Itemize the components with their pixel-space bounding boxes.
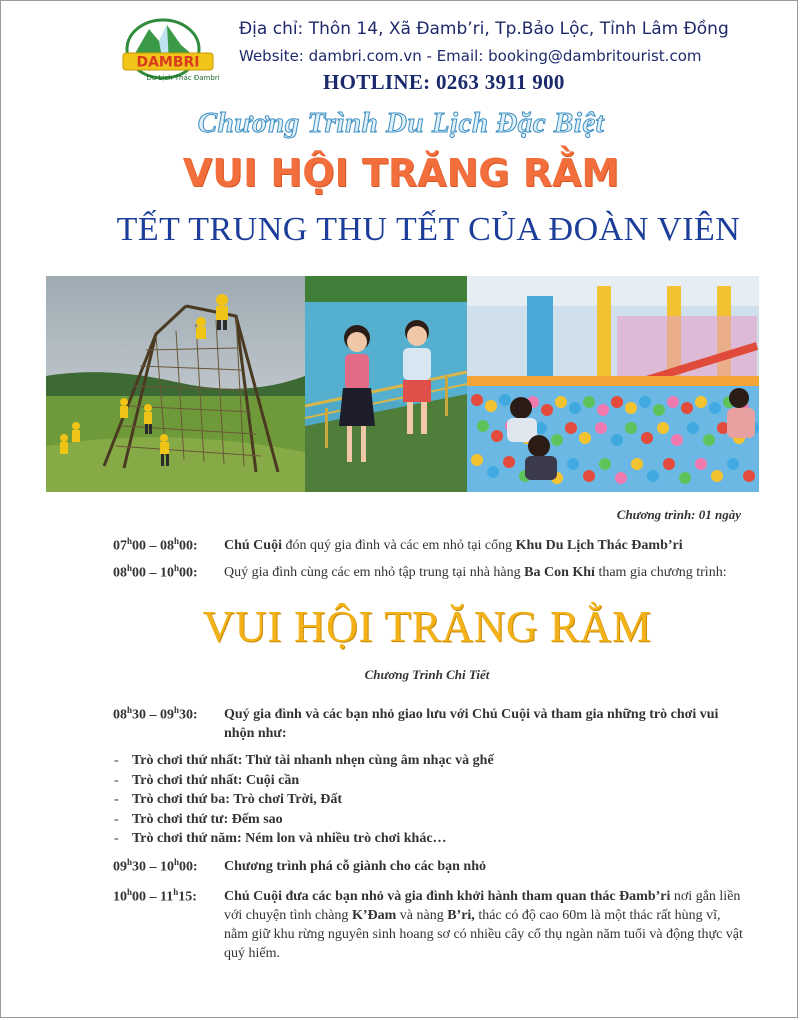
children-by-lake-photo	[305, 276, 467, 492]
event-title: VUI HỘI TRĂNG RẰM	[202, 602, 652, 651]
list-item: - Trò chơi thứ năm: Ném lon và nhiều trò chơi khác…	[114, 831, 447, 846]
logo-tagline: Du Lịch Thác Đambri	[146, 74, 220, 82]
dambri-logo	[119, 15, 231, 99]
schedule-description: Chương trình phá cỗ giành cho các bạn nhỏ	[224, 859, 486, 874]
time-range: 08$^h$30 – 09$^h$30:	[113, 705, 198, 723]
hotline: HOTLINE: 0263 3911 900	[323, 70, 565, 94]
detail-label: Chương Trình Chi Tiết	[364, 667, 490, 682]
program-subtitle: Chương Trình Du Lịch Đặc Biệt	[197, 107, 605, 139]
schedule-description: Quý gia đình cùng các em nhỏ tập trung tại nhà hàng Ba Con Khỉ tham gia chương trình:	[224, 565, 727, 580]
children-rope-climbing-photo	[46, 276, 305, 492]
schedule-description: Chú Cuội đón quý gia đình và các em nhỏ tại cổng Khu Du Lịch Thác Đamb’ri	[224, 538, 683, 553]
time-range: 07$^h$00 – 08$^h$00:	[113, 536, 198, 554]
ball-pit-playground-photo	[467, 276, 759, 492]
tagline-title: TẾT TRUNG THU TẾT CỦA ĐOÀN VIÊN	[116, 211, 741, 248]
time-range: 10$^h$00 – 11$^h$15:	[113, 887, 197, 905]
time-range: 08$^h$00 – 10$^h$00:	[113, 563, 198, 581]
address-line: Địa chỉ: Thôn 14, Xã Đamb’ri, Tp.Bảo Lộc, Tỉnh Lâm Đồng	[239, 19, 729, 39]
schedule-description: Quý gia đình và các bạn nhỏ giao lưu với Chú Cuội và tham gia những trò chơi vui nhộn như:	[224, 707, 719, 741]
time-range: 09$^h$30 – 10$^h$00:	[113, 857, 198, 875]
list-item: - Trò chơi thứ nhất: Cuội cần	[114, 772, 300, 788]
program-duration: Chương trình: 01 ngày	[616, 507, 741, 522]
list-item: - Trò chơi thứ ba: Trò chơi Trời, Đất	[114, 792, 343, 807]
games-list	[114, 753, 494, 851]
logo-wordmark: DAMBRI	[136, 54, 200, 71]
list-item: - Trò chơi thứ tư: Đếm sao	[114, 811, 283, 827]
website-email-line: Website: dambri.com.vn - Email: booking@dambritourist.com	[239, 47, 702, 65]
main-title: VUI HỘI TRĂNG RẰM	[182, 151, 620, 195]
list-item: - Trò chơi thứ nhất: Thử tài nhanh nhẹn cùng âm nhạc và ghế	[114, 753, 494, 768]
schedule-description: Chú Cuội đưa các bạn nhỏ và gia đình khởi hành tham quan thác Đamb’ri nơi gắn liền với chuyện tình chàng K’Đam và nàng B’ri, thác có độ cao 60m là một thác rất hùng vĩ, nằm giữ khu rừng nguyên sinh hoang sơ có nhiều cây cổ thụ ngàn năm tuổi và động thực vật quý hiếm.	[224, 889, 743, 961]
